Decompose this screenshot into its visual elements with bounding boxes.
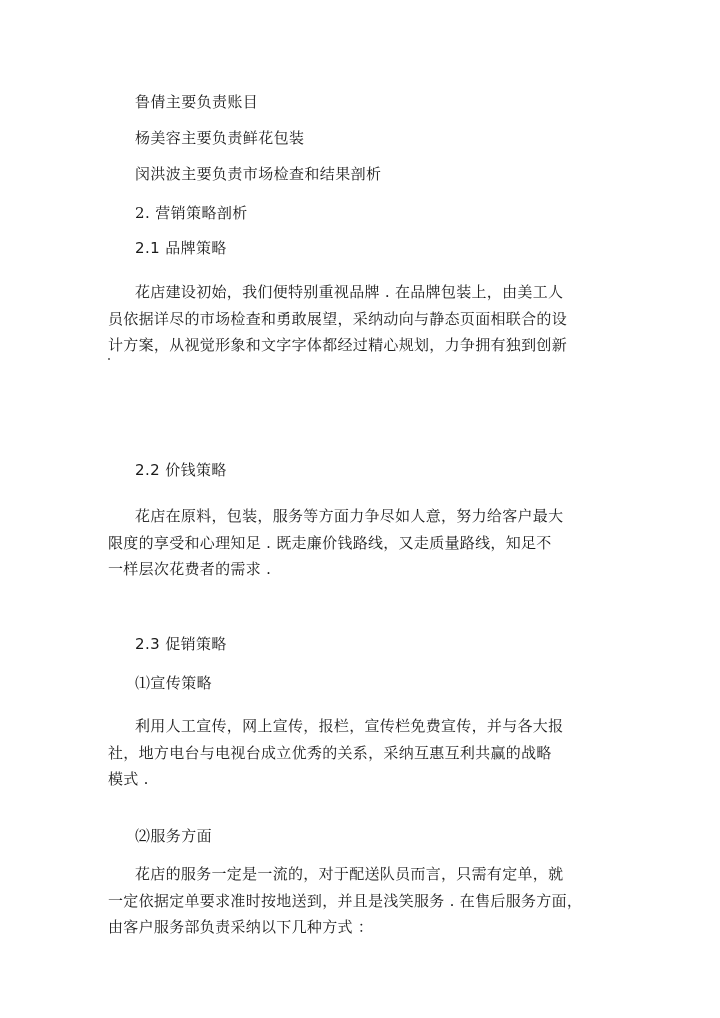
price-strategy-heading: 2.2 价钱策略 xyxy=(135,461,227,479)
promo-sub2-paragraph xyxy=(108,861,600,941)
promo-sub1-heading: ⑴宣传策略 xyxy=(135,674,213,692)
staff-line-1: 鲁倩主要负责账目 xyxy=(135,93,259,111)
promo-sub1-line-3: 模式 . xyxy=(108,770,149,788)
brand-line-3: 计方案，从视觉形象和文字字体都经过精心规划，力争拥有独到创新 xyxy=(108,336,568,354)
promo-sub1-paragraph xyxy=(108,713,600,793)
brand-strategy-paragraph xyxy=(108,279,600,359)
promo-sub1-line-2: 社，地方电台与电视台成立优秀的关系，采纳互惠互利共赢的战略 xyxy=(108,743,552,762)
promo-sub2-line-3: 由客户服务部负责采纳以下几种方式 ： xyxy=(108,918,374,936)
price-line-3: 一样层次花费者的需求 . xyxy=(108,560,272,578)
promo-strategy-heading: 2.3 促销策略 xyxy=(135,635,227,653)
staff-line-3: 闵洪波主要负责市场检查和结果剖析 xyxy=(135,165,382,183)
promo-sub2-line-1: 花店的服务一定是一流的，对于配送队员而言，只需有定单，就 xyxy=(135,865,564,883)
promo-sub1-line-1: 利用人工宣传，网上宣传，报栏，宣传栏免费宣传，并与各大报 xyxy=(135,717,564,735)
brand-line-1: 花店建设初始，我们便特别重视品牌 . 在品牌包装上，由美工人 xyxy=(135,283,564,301)
promo-sub2-line-2: 一定依据定单要求准时按地送到，并且是浅笑服务 . 在售后服务方面， xyxy=(108,891,583,910)
brand-line-2: 员依据详尽的市场检查和勇敢展望，采纳动向与静态页面相联合的设 xyxy=(108,309,568,328)
price-strategy-paragraph xyxy=(108,503,600,583)
price-line-1: 花店在原料，包装，服务等方面力争尽如人意，努力给客户最大 xyxy=(135,507,564,525)
staff-line-2: 杨美容主要负责鲜花包装 xyxy=(135,129,305,147)
stray-period-mark xyxy=(108,358,110,360)
section-2-heading: 2. 营销策略剖析 xyxy=(135,204,248,222)
promo-sub2-heading: ⑵服务方面 xyxy=(135,827,213,845)
price-line-2: 限度的享受和心理知足 . 既走廉价钱路线，又走质量路线，知足不 xyxy=(108,533,552,552)
brand-strategy-heading: 2.1 品牌策略 xyxy=(135,239,227,257)
